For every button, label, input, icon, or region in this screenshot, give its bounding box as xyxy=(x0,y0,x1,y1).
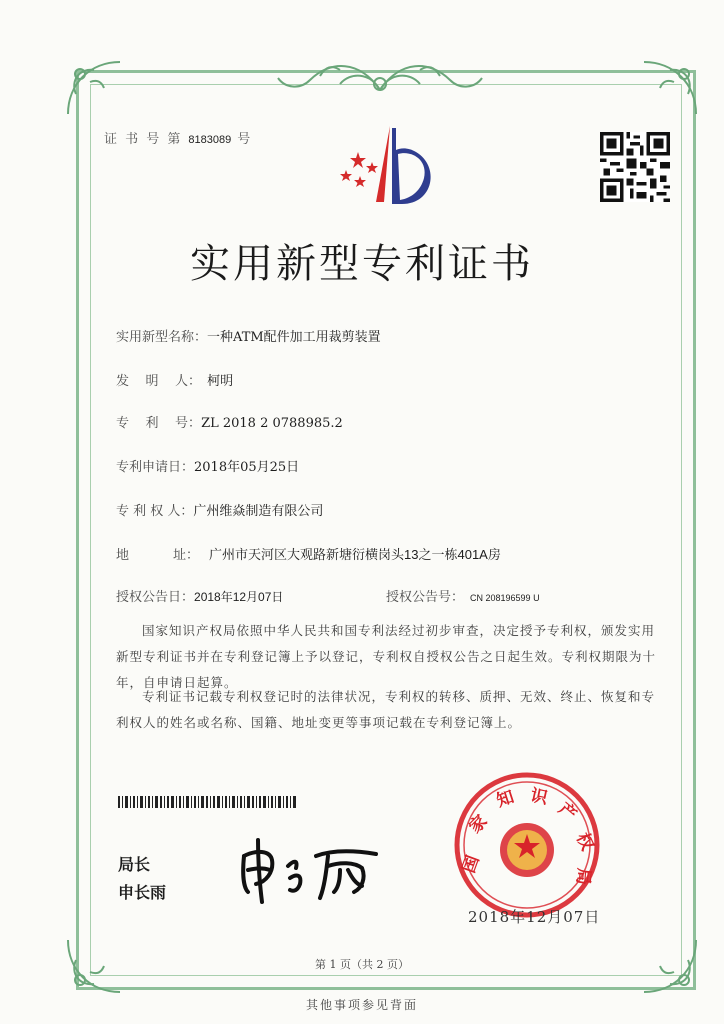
official-seal-icon xyxy=(452,770,602,920)
director-name: 申长雨 xyxy=(118,883,167,902)
cnipa-logo-icon xyxy=(332,122,444,208)
footer-note: 其他事项参见背面 xyxy=(305,998,418,1012)
grant-date-value: 2018年12月07日 xyxy=(194,590,284,604)
seal-date: 2018年12月07日 xyxy=(468,908,601,926)
address-value: 广州市天河区大观路新塘衍横岗头13之一栋401A房 xyxy=(209,547,501,562)
grant-date xyxy=(116,586,283,605)
grant-number xyxy=(386,586,540,605)
application-date xyxy=(116,456,299,475)
director-title: 局长 xyxy=(118,855,151,874)
cert-no-value: 8183089 xyxy=(188,134,232,146)
grant-no-value: CN 208196599 U xyxy=(470,593,540,603)
svg-text:国: 国 xyxy=(458,852,484,876)
apply-date-value: 2018年05月25日 xyxy=(194,460,300,475)
svg-text:产: 产 xyxy=(554,799,581,826)
svg-text:家: 家 xyxy=(465,811,492,838)
patent-no-value: ZL 2018 2 0788985.2 xyxy=(201,416,343,431)
certificate-title: 实用新型专利证书 xyxy=(190,241,534,287)
name-label: 实用新型名称： xyxy=(116,330,208,345)
address-label-2: 址： xyxy=(173,548,200,563)
inventor-value: 柯明 xyxy=(207,373,234,388)
qr-code-icon xyxy=(600,132,670,202)
grant-date-label: 授权公告日： xyxy=(116,590,195,605)
body-paragraph-1: 国家知识产权局依照中华人民共和国专利法经过初步审查，决定授予专利权，颁发实用新型专利证书并在专利登记簿上予以登记，专利权自授权公告之日起生效。专利权期限为十年，自申请日起算。 xyxy=(116,623,657,690)
cert-no-suffix: 号 xyxy=(237,132,253,147)
patentee-value: 广州维焱制造有限公司 xyxy=(193,503,324,518)
patent-number xyxy=(116,412,343,431)
top-ornament-icon xyxy=(270,50,490,110)
corner-ornament-icon xyxy=(634,54,704,124)
patentee-label: 专 利 权 人： xyxy=(116,504,194,519)
inventor-label: 发 明 人： xyxy=(116,374,202,389)
address xyxy=(116,544,501,563)
cert-no-label: 证 书 号 第 xyxy=(104,132,183,147)
grant-no-label: 授权公告号： xyxy=(386,590,465,605)
handwritten-signature-icon xyxy=(236,826,386,906)
page-number: 第 1 页（共 2 页） xyxy=(315,958,409,971)
barcode-icon xyxy=(118,796,296,808)
svg-text:局: 局 xyxy=(572,867,594,886)
svg-text:知: 知 xyxy=(494,787,517,812)
svg-text:识: 识 xyxy=(528,785,550,809)
inventor xyxy=(116,370,233,389)
name-value: 一种ATM配件加工用裁剪装置 xyxy=(207,330,381,345)
corner-ornament-icon xyxy=(60,54,130,124)
patent-no-label: 专 利 号： xyxy=(116,416,202,431)
svg-text:权: 权 xyxy=(571,829,598,854)
utility-model-name xyxy=(116,326,381,345)
address-label-1: 地 xyxy=(116,548,130,563)
apply-date-label: 专利申请日： xyxy=(116,460,195,475)
body-paragraph-2: 专利证书记载专利权登记时的法律状况，专利权的转移、质押、无效、终止、恢复和专利权人的姓名或名称、国籍、地址变更等事项记载在专利登记簿上。 xyxy=(116,689,656,730)
patentee xyxy=(116,500,323,519)
certificate-number xyxy=(104,128,252,147)
